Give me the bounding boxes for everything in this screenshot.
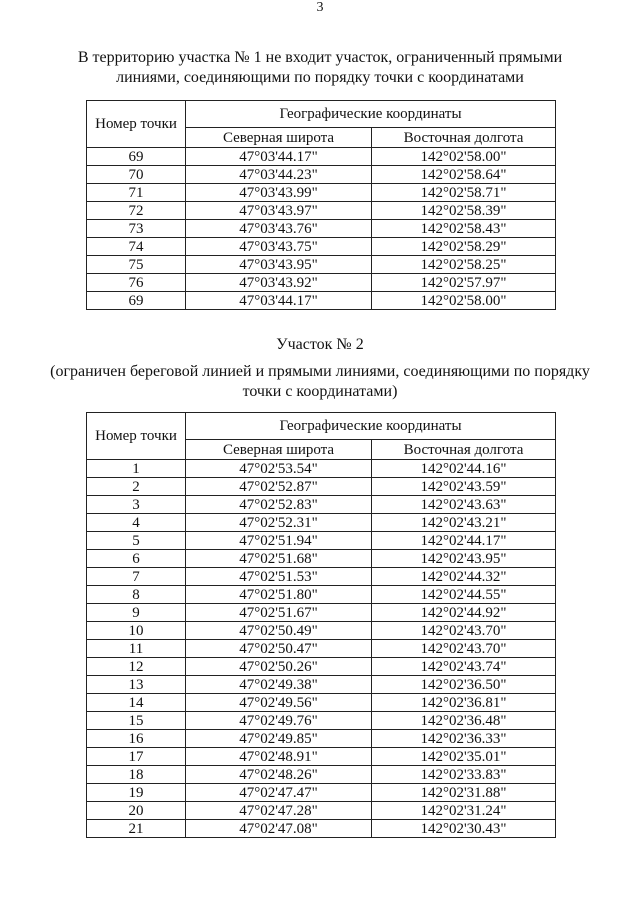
section2-title: Участок № 2 xyxy=(276,336,364,353)
point-number: 4 xyxy=(87,514,186,532)
table-row xyxy=(87,640,556,658)
point-number: 1 xyxy=(87,460,186,478)
point-number: 16 xyxy=(87,730,186,748)
north-latitude: 47°03'43.97" xyxy=(186,202,372,220)
point-number: 18 xyxy=(87,766,186,784)
table-row xyxy=(87,802,556,820)
point-number: 19 xyxy=(87,784,186,802)
point-number: 20 xyxy=(87,802,186,820)
table-row xyxy=(87,604,556,622)
north-latitude: 47°02'53.54" xyxy=(186,460,372,478)
east-longitude: 142°02'33.83" xyxy=(372,766,556,784)
table-row xyxy=(87,568,556,586)
north-latitude: 47°03'44.17" xyxy=(186,292,372,310)
header-coords: Географические координаты xyxy=(186,413,556,440)
header-coords: Географические координаты xyxy=(186,101,556,128)
north-latitude: 47°03'43.95" xyxy=(186,256,372,274)
east-longitude: 142°02'31.88" xyxy=(372,784,556,802)
east-longitude: 142°02'58.25" xyxy=(372,256,556,274)
point-number: 71 xyxy=(87,184,186,202)
table-row xyxy=(87,292,556,310)
header-lon: Восточная долгота xyxy=(372,128,556,148)
table-row xyxy=(87,766,556,784)
north-latitude: 47°02'49.76" xyxy=(186,712,372,730)
coordinates-table-1 xyxy=(86,100,556,310)
table-row xyxy=(87,238,556,256)
east-longitude: 142°02'44.92" xyxy=(372,604,556,622)
east-longitude: 142°02'30.43" xyxy=(372,820,556,838)
table-row xyxy=(87,676,556,694)
north-latitude: 47°02'47.28" xyxy=(186,802,372,820)
east-longitude: 142°02'43.95" xyxy=(372,550,556,568)
table-row xyxy=(87,658,556,676)
north-latitude: 47°02'50.47" xyxy=(186,640,372,658)
north-latitude: 47°02'49.56" xyxy=(186,694,372,712)
north-latitude: 47°02'47.47" xyxy=(186,784,372,802)
point-number: 7 xyxy=(87,568,186,586)
north-latitude: 47°02'51.67" xyxy=(186,604,372,622)
north-latitude: 47°02'48.91" xyxy=(186,748,372,766)
east-longitude: 142°02'44.32" xyxy=(372,568,556,586)
header-lat: Северная широта xyxy=(186,440,372,460)
east-longitude: 142°02'57.97" xyxy=(372,274,556,292)
east-longitude: 142°02'36.48" xyxy=(372,712,556,730)
north-latitude: 47°03'43.92" xyxy=(186,274,372,292)
east-longitude: 142°02'44.17" xyxy=(372,532,556,550)
table-row xyxy=(87,730,556,748)
table-row xyxy=(87,166,556,184)
point-number: 69 xyxy=(87,148,186,166)
point-number: 70 xyxy=(87,166,186,184)
intro-line-1: В территорию участка № 1 не входит участок, ограниченный прямыми xyxy=(77,49,563,66)
north-latitude: 47°03'43.75" xyxy=(186,238,372,256)
table-row xyxy=(87,712,556,730)
north-latitude: 47°03'44.17" xyxy=(186,148,372,166)
table-row xyxy=(87,184,556,202)
table-row xyxy=(87,148,556,166)
page-number: 3 xyxy=(316,0,324,15)
east-longitude: 142°02'36.81" xyxy=(372,694,556,712)
point-number: 76 xyxy=(87,274,186,292)
east-longitude: 142°02'36.50" xyxy=(372,676,556,694)
north-latitude: 47°03'44.23" xyxy=(186,166,372,184)
east-longitude: 142°02'43.63" xyxy=(372,496,556,514)
table-row xyxy=(87,748,556,766)
table-row xyxy=(87,622,556,640)
desc-line-1: (ограничен береговой линией и прямыми линиями, соединяющими по порядку xyxy=(50,363,590,380)
table-row xyxy=(87,820,556,838)
point-number: 12 xyxy=(87,658,186,676)
east-longitude: 142°02'58.00" xyxy=(372,148,556,166)
point-number: 21 xyxy=(87,820,186,838)
north-latitude: 47°02'50.49" xyxy=(186,622,372,640)
east-longitude: 142°02'43.74" xyxy=(372,658,556,676)
table-row xyxy=(87,532,556,550)
table-row xyxy=(87,274,556,292)
point-number: 3 xyxy=(87,496,186,514)
table-row xyxy=(87,460,556,478)
table-row xyxy=(87,496,556,514)
table-row xyxy=(87,784,556,802)
east-longitude: 142°02'31.24" xyxy=(372,802,556,820)
point-number: 2 xyxy=(87,478,186,496)
east-longitude: 142°02'58.00" xyxy=(372,292,556,310)
table-row xyxy=(87,550,556,568)
header-point: Номер точки xyxy=(87,413,186,460)
north-latitude: 47°02'47.08" xyxy=(186,820,372,838)
point-number: 73 xyxy=(87,220,186,238)
header-point: Номер точки xyxy=(87,101,186,148)
east-longitude: 142°02'43.21" xyxy=(372,514,556,532)
east-longitude: 142°02'58.64" xyxy=(372,166,556,184)
north-latitude: 47°02'52.83" xyxy=(186,496,372,514)
north-latitude: 47°02'49.85" xyxy=(186,730,372,748)
header-lon: Восточная долгота xyxy=(372,440,556,460)
east-longitude: 142°02'43.70" xyxy=(372,640,556,658)
east-longitude: 142°02'43.59" xyxy=(372,478,556,496)
point-number: 15 xyxy=(87,712,186,730)
point-number: 5 xyxy=(87,532,186,550)
point-number: 6 xyxy=(87,550,186,568)
table-row xyxy=(87,478,556,496)
east-longitude: 142°02'44.55" xyxy=(372,586,556,604)
north-latitude: 47°02'51.94" xyxy=(186,532,372,550)
table-row xyxy=(87,586,556,604)
header-lat: Северная широта xyxy=(186,128,372,148)
intro-line-2: линиями, соединяющими по порядку точки с координатами xyxy=(116,69,524,86)
table-row xyxy=(87,256,556,274)
north-latitude: 47°02'51.80" xyxy=(186,586,372,604)
desc-line-2: точки с координатами) xyxy=(242,383,398,400)
point-number: 10 xyxy=(87,622,186,640)
point-number: 69 xyxy=(87,292,186,310)
north-latitude: 47°02'52.87" xyxy=(186,478,372,496)
section2-description xyxy=(0,362,640,402)
east-longitude: 142°02'58.43" xyxy=(372,220,556,238)
table-row xyxy=(87,220,556,238)
table-row xyxy=(87,694,556,712)
point-number: 17 xyxy=(87,748,186,766)
point-number: 11 xyxy=(87,640,186,658)
point-number: 74 xyxy=(87,238,186,256)
point-number: 13 xyxy=(87,676,186,694)
east-longitude: 142°02'58.29" xyxy=(372,238,556,256)
north-latitude: 47°02'49.38" xyxy=(186,676,372,694)
point-number: 14 xyxy=(87,694,186,712)
east-longitude: 142°02'43.70" xyxy=(372,622,556,640)
east-longitude: 142°02'44.16" xyxy=(372,460,556,478)
east-longitude: 142°02'36.33" xyxy=(372,730,556,748)
point-number: 9 xyxy=(87,604,186,622)
north-latitude: 47°02'51.68" xyxy=(186,550,372,568)
table-row xyxy=(87,202,556,220)
north-latitude: 47°02'52.31" xyxy=(186,514,372,532)
north-latitude: 47°02'50.26" xyxy=(186,658,372,676)
section1-intro xyxy=(0,48,640,88)
east-longitude: 142°02'58.39" xyxy=(372,202,556,220)
point-number: 8 xyxy=(87,586,186,604)
north-latitude: 47°03'43.99" xyxy=(186,184,372,202)
table-row xyxy=(87,514,556,532)
north-latitude: 47°02'51.53" xyxy=(186,568,372,586)
north-latitude: 47°03'43.76" xyxy=(186,220,372,238)
east-longitude: 142°02'58.71" xyxy=(372,184,556,202)
east-longitude: 142°02'35.01" xyxy=(372,748,556,766)
north-latitude: 47°02'48.26" xyxy=(186,766,372,784)
point-number: 75 xyxy=(87,256,186,274)
point-number: 72 xyxy=(87,202,186,220)
coordinates-table-2 xyxy=(86,412,556,838)
